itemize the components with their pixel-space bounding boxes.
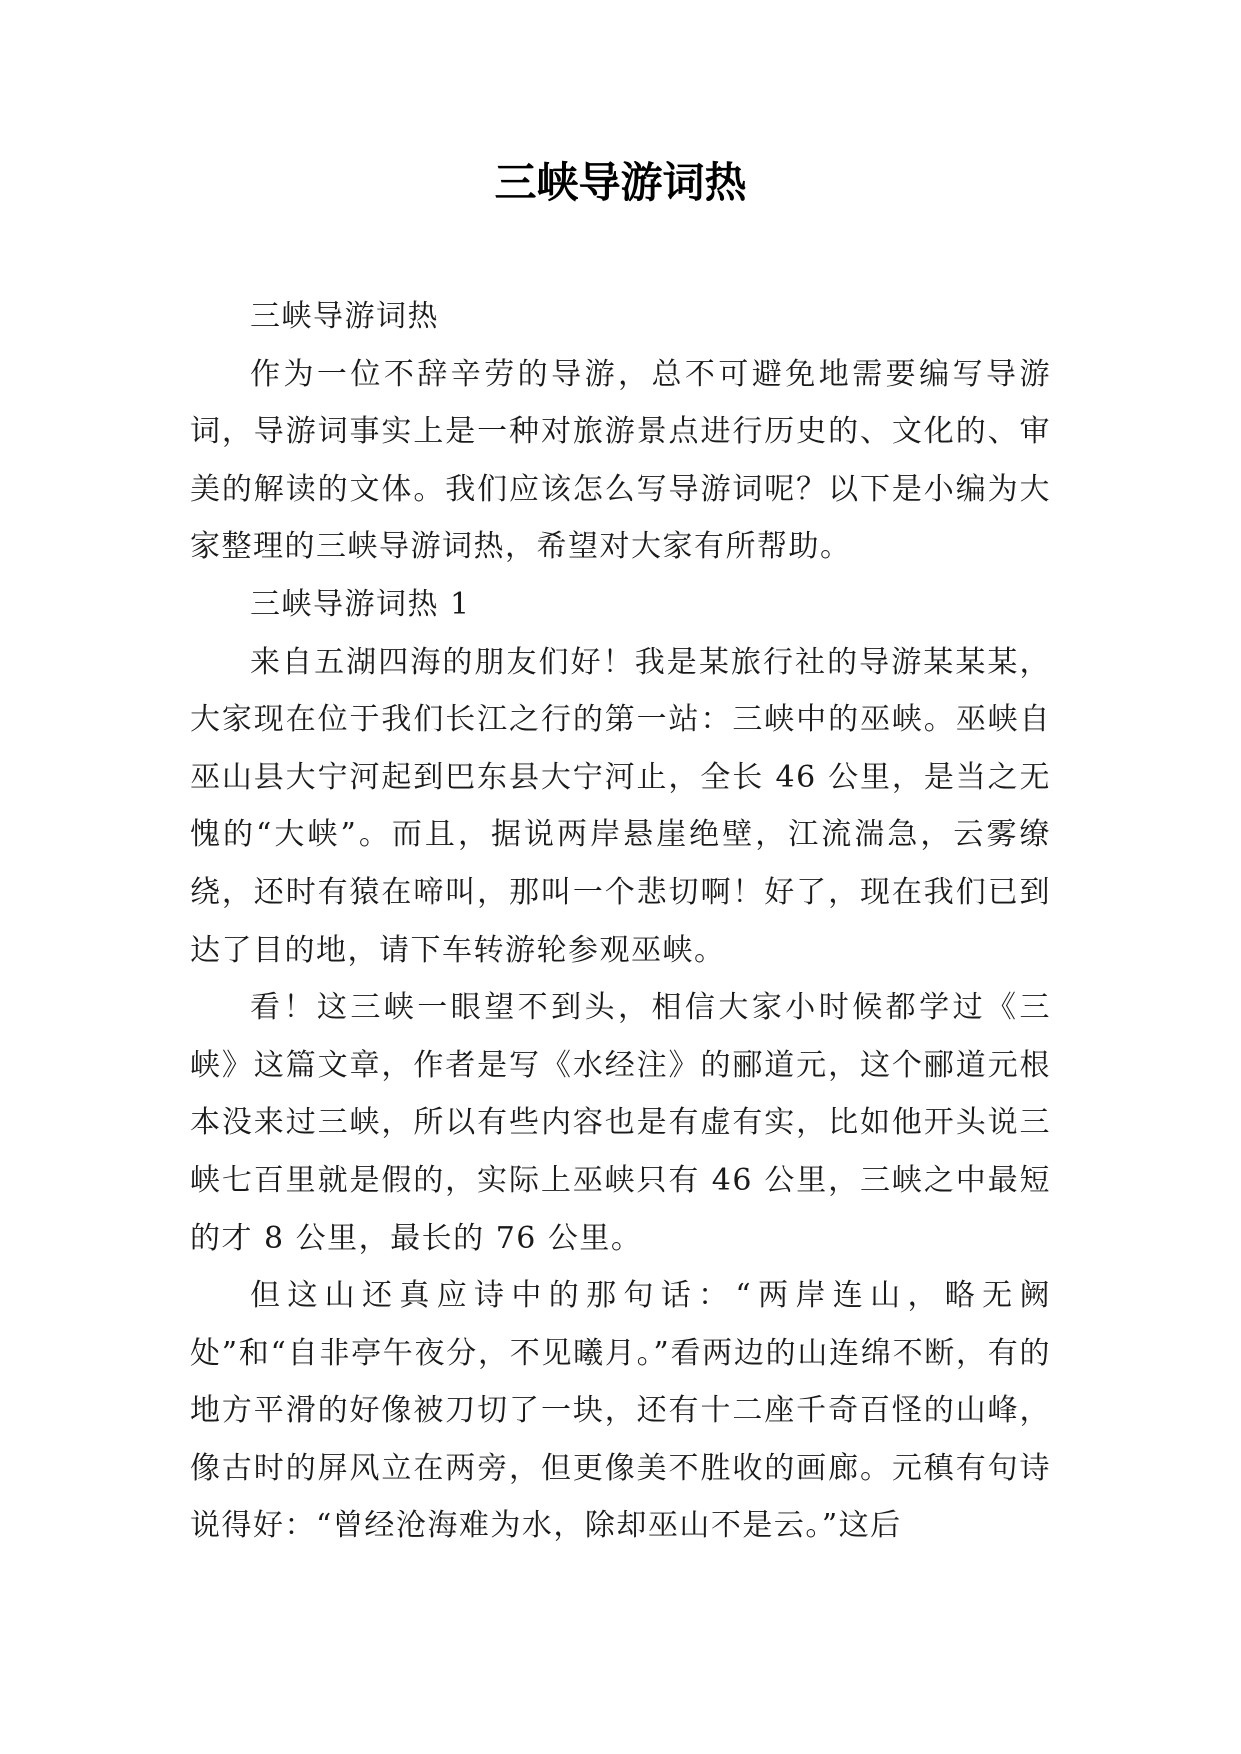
paragraph-section-heading: 三峡导游词热 1 <box>250 586 471 622</box>
paragraph-subtitle: 三峡导游词热 <box>250 299 439 334</box>
document-body <box>190 288 1051 1555</box>
paragraph-greeting: 来自五湖四海的朋友们好！我是某旅行社的导游某某某，大家现在位于我们长江之行的第一站：三峡中的巫峡。巫峡自巫山县大宁河起到巴东县大宁河止，全长 46 公里，是当之无愧的“大峡”。而且，据说两岸悬崖绝壁，江流湍急，云雾缭绕，还时有猿在啼叫，那叫一个悲切啊！好了，现在我们已到达了目的地，请下车转游轮参观巫峡。 <box>190 644 1051 968</box>
paragraph-mountains: 但这山还真应诗中的那句话：“两岸连山，略无阙处”和“自非亭午夜分，不见曦月。”看两边的山连绵不断，有的地方平滑的好像被刀切了一块，还有十二座千奇百怪的山峰，像古时的屏风立在两旁，但更像美不胜收的画廊。元稹有句诗说得好：“曾经沧海难为水，除却巫山不是云。”这后 <box>190 1278 1051 1544</box>
paragraph-intro: 作为一位不辞辛劳的导游，总不可避免地需要编写导游词，导游词事实上是一种对旅游景点进行历史的、文化的、审美的解读的文体。我们应该怎么写导游词呢？以下是小编为大家整理的三峡导游词热，希望对大家有所帮助。 <box>190 356 1051 565</box>
document-title: 三峡导游词热 <box>494 158 747 207</box>
paragraph-three-gorges-article: 看！这三峡一眼望不到头，相信大家小时候都学过《三峡》这篇文章，作者是写《水经注》的郦道元，这个郦道元根本没来过三峡，所以有些内容也是有虚有实，比如他开头说三峡七百里就是假的，实际上巫峡只有 46 公里，三峡之中最短的才 8 公里，最长的 76 公里。 <box>190 990 1051 1256</box>
